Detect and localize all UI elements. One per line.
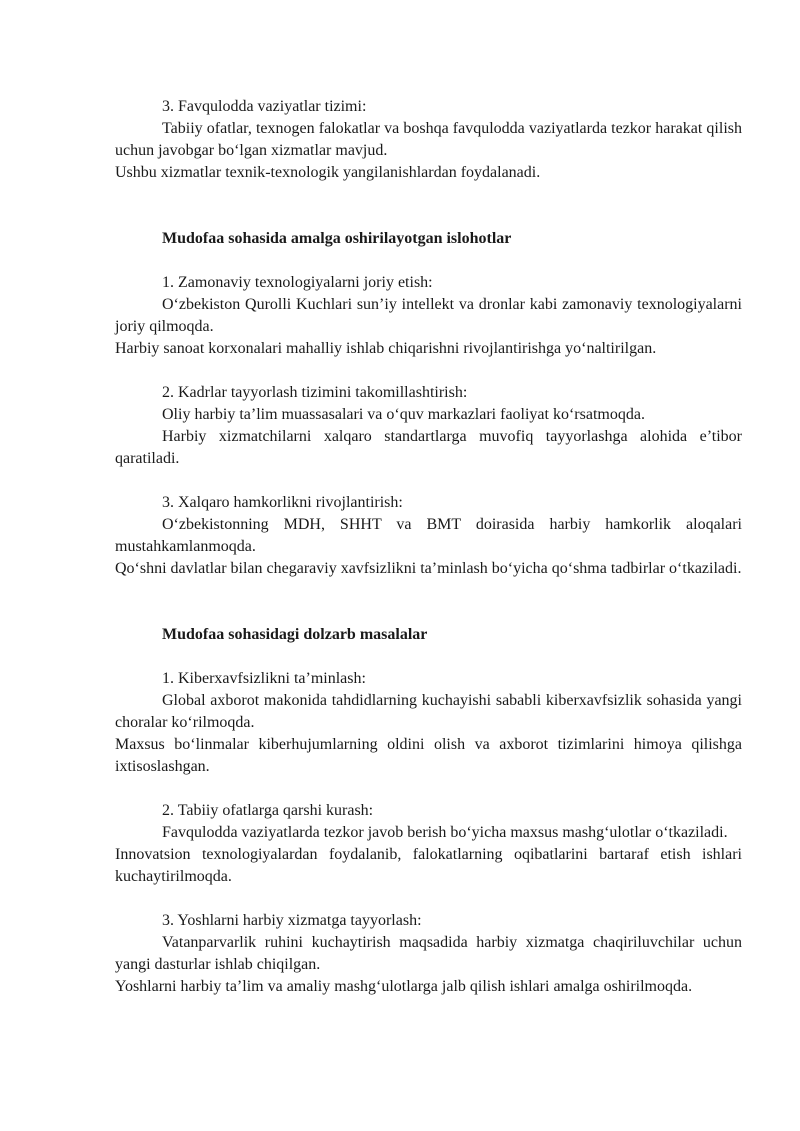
paragraph: Qo‘shni davlatlar bilan chegaraviy xavfsizlikni ta’minlash bo‘yicha qo‘shma tadbirlar o‘tkaziladi. bbox=[115, 560, 742, 577]
section-heading: Mudofaa sohasidagi dolzarb masalalar bbox=[162, 626, 428, 643]
list-heading: 3. Yoshlarni harbiy xizmatga tayyorlash: bbox=[162, 912, 422, 929]
paragraph: Tabiiy ofatlar, texnogen falokatlar va boshqa favqulodda vaziyatlarda tezkor harakat qilish uchun javobgar bo‘lgan xizmatlar mavjud. bbox=[115, 120, 742, 159]
paragraph: O‘zbekistonning MDH, SHHT va BMT doirasida harbiy hamkorlik aloqalari mustahkamlanmoqda. bbox=[115, 516, 742, 555]
list-heading: 1. Kiberxavfsizlikni ta’minlash: bbox=[162, 670, 366, 687]
paragraph: Harbiy xizmatchilarni xalqaro standartlarga muvofiq tayyorlashga alohida e’tibor qaratiladi. bbox=[115, 428, 742, 467]
paragraph: Harbiy sanoat korxonalari mahalliy ishlab chiqarishni rivojlantirishga yo‘naltirilgan. bbox=[115, 340, 657, 357]
paragraph: O‘zbekiston Qurolli Kuchlari sun’iy intellekt va dronlar kabi zamonaviy texnologiyalarni joriy qilmoqda. bbox=[115, 296, 742, 335]
paragraph: Innovatsion texnologiyalardan foydalanib, falokatlarning oqibatlarini bartaraf etish ishlari kuchaytirilmoqda. bbox=[115, 846, 742, 885]
section-heading: Mudofaa sohasida amalga oshirilayotgan islohotlar bbox=[162, 230, 512, 247]
list-heading: 3. Xalqaro hamkorlikni rivojlantirish: bbox=[162, 494, 403, 511]
paragraph: Ushbu xizmatlar texnik-texnologik yangilanishlardan foydalanadi. bbox=[115, 164, 541, 181]
list-heading: 2. Kadrlar tayyorlash tizimini takomillashtirish: bbox=[162, 384, 468, 401]
paragraph: Favqulodda vaziyatlarda tezkor javob berish bo‘yicha maxsus mashg‘ulotlar o‘tkaziladi. bbox=[162, 824, 728, 841]
paragraph: Global axborot makonida tahdidlarning kuchayishi sababli kiberxavfsizlik sohasida yangi choralar ko‘rilmoqda. bbox=[115, 692, 742, 731]
list-heading: 1. Zamonaviy texnologiyalarni joriy etish: bbox=[162, 274, 433, 291]
paragraph: Yoshlarni harbiy ta’lim va amaliy mashg‘ulotlarga jalb qilish ishlari amalga oshirilmoqda. bbox=[115, 978, 693, 995]
paragraph: Vatanparvarlik ruhini kuchaytirish maqsadida harbiy xizmatga chaqiriluvchilar uchun yangi dasturlar ishlab chiqilgan. bbox=[115, 934, 742, 973]
paragraph: Oliy harbiy ta’lim muassasalari va o‘quv markazlari faoliyat ko‘rsatmoqda. bbox=[162, 406, 645, 423]
document-page bbox=[115, 96, 742, 998]
list-heading: 2. Tabiiy ofatlarga qarshi kurash: bbox=[162, 802, 374, 819]
paragraph: Maxsus bo‘linmalar kiberhujumlarning oldini olish va axborot tizimlarini himoya qilishga ixtisoslashgan. bbox=[115, 736, 742, 775]
list-heading: 3. Favqulodda vaziyatlar tizimi: bbox=[162, 98, 367, 115]
